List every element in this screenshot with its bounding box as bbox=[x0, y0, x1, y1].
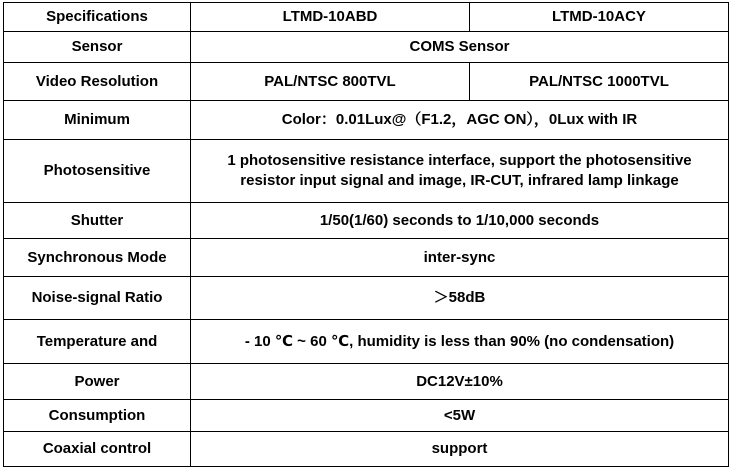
row-photosensitive bbox=[4, 140, 729, 203]
power-label: Power bbox=[4, 364, 191, 400]
shutter-label: Shutter bbox=[4, 203, 191, 239]
row-video-resolution bbox=[4, 63, 729, 101]
photosensitive-value-line-1: 1 photosensitive resistance interface, support the photosensitive bbox=[227, 152, 692, 169]
shutter-value: 1/50(1/60) seconds to 1/10,000 seconds bbox=[191, 203, 729, 239]
header-model-b: LTMD-10ACY bbox=[470, 3, 729, 32]
photosensitive-label: Photosensitive bbox=[4, 140, 191, 203]
row-noise-signal-ratio bbox=[4, 277, 729, 320]
consumption-value: <5W bbox=[191, 400, 729, 432]
video-resolution-value-a: PAL/NTSC 800TVL bbox=[191, 63, 470, 101]
temperature-label: Temperature and bbox=[4, 320, 191, 364]
photosensitive-value-line-2: resistor input signal and image, IR-CUT, infrared lamp linkage bbox=[240, 172, 679, 189]
synchronous-mode-value: inter-sync bbox=[191, 239, 729, 277]
sensor-label: Sensor bbox=[4, 32, 191, 63]
specifications-table bbox=[3, 2, 729, 467]
temperature-value: - 10 ℃ ~ 60 ℃, humidity is less than 90% (no condensation) bbox=[191, 320, 729, 364]
row-synchronous-mode bbox=[4, 239, 729, 277]
minimum-label: Minimum bbox=[4, 101, 191, 140]
row-shutter bbox=[4, 203, 729, 239]
noise-signal-ratio-value: ＞58dB bbox=[191, 277, 729, 320]
header-row bbox=[4, 3, 729, 32]
power-value: DC12V±10% bbox=[191, 364, 729, 400]
row-sensor bbox=[4, 32, 729, 63]
video-resolution-value-b: PAL/NTSC 1000TVL bbox=[470, 63, 729, 101]
row-power bbox=[4, 364, 729, 400]
video-resolution-label: Video Resolution bbox=[4, 63, 191, 101]
consumption-label: Consumption bbox=[4, 400, 191, 432]
row-consumption bbox=[4, 400, 729, 432]
minimum-value: Color：0.01Lux@（F1.2，AGC ON），0Lux with IR bbox=[191, 101, 729, 140]
row-temperature bbox=[4, 320, 729, 364]
noise-signal-ratio-label: Noise-signal Ratio bbox=[4, 277, 191, 320]
header-specifications: Specifications bbox=[4, 3, 191, 32]
row-coaxial-control bbox=[4, 432, 729, 467]
synchronous-mode-label: Synchronous Mode bbox=[4, 239, 191, 277]
header-model-a: LTMD-10ABD bbox=[191, 3, 470, 32]
photosensitive-value bbox=[191, 140, 729, 203]
coaxial-control-label: Coaxial control bbox=[4, 432, 191, 467]
sensor-value: COMS Sensor bbox=[191, 32, 729, 63]
coaxial-control-value: support bbox=[191, 432, 729, 467]
row-minimum bbox=[4, 101, 729, 140]
